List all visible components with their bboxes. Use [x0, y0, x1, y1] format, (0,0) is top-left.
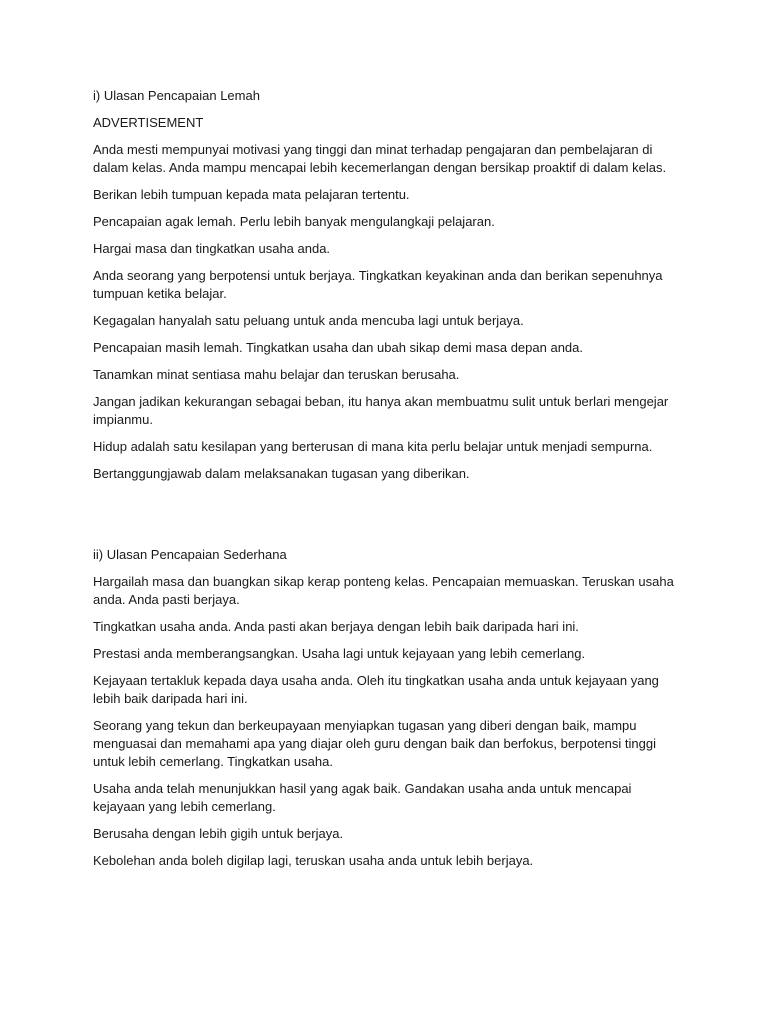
paragraph: Berusaha dengan lebih gigih untuk berjaya.: [93, 826, 344, 841]
paragraph: Jangan jadikan kekurangan sebagai beban, itu hanya akan membuatmu sulit untuk berlari mengejar impianmu.: [93, 394, 669, 427]
paragraph: Tingkatkan usaha anda. Anda pasti akan berjaya dengan lebih baik daripada hari ini.: [93, 619, 579, 634]
paragraph: Pencapaian agak lemah. Perlu lebih banyak mengulangkaji pelajaran.: [93, 214, 495, 229]
paragraph: Tanamkan minat sentiasa mahu belajar dan teruskan berusaha.: [93, 367, 460, 382]
section-heading-sederhana: ii) Ulasan Pencapaian Sederhana: [93, 547, 287, 562]
paragraph: Anda seorang yang berpotensi untuk berjaya. Tingkatkan keyakinan anda dan berikan sepenuhnya tumpuan ketika belajar.: [93, 268, 663, 301]
paragraph: Usaha anda telah menunjukkan hasil yang agak baik. Gandakan usaha anda untuk mencapai kejayaan yang lebih cemerlang.: [93, 781, 632, 814]
paragraph: Seorang yang tekun dan berkeupayaan menyiapkan tugasan yang diberi dengan baik, mampu menguasai dan memahami apa yang diajar oleh guru dengan baik dan berfokus, berpotensi tinggi untuk lebih cemerlang. Tingkatkan usaha.: [93, 718, 656, 769]
paragraph: Kejayaan tertakluk kepada daya usaha anda. Oleh itu tingkatkan usaha anda untuk kejayaan yang lebih baik daripada hari ini.: [93, 673, 659, 706]
paragraph: Anda mesti mempunyai motivasi yang tinggi dan minat terhadap pengajaran dan pembelajaran di dalam kelas. Anda mampu mencapai lebih kecemerlangan dengan bersikap proaktif di dalam kelas.: [93, 142, 667, 175]
paragraph: Bertanggungjawab dalam melaksanakan tugasan yang diberikan.: [93, 466, 470, 481]
section-spacer: [93, 492, 678, 546]
paragraph: Kegagalan hanyalah satu peluang untuk anda mencuba lagi untuk berjaya.: [93, 313, 524, 328]
advertisement-label: ADVERTISEMENT: [93, 115, 204, 130]
paragraph: Pencapaian masih lemah. Tingkatkan usaha dan ubah sikap demi masa depan anda.: [93, 340, 583, 355]
document-body: [93, 87, 678, 879]
paragraph: Berikan lebih tumpuan kepada mata pelajaran tertentu.: [93, 187, 410, 202]
paragraph: Prestasi anda memberangsangkan. Usaha lagi untuk kejayaan yang lebih cemerlang.: [93, 646, 586, 661]
paragraph: Kebolehan anda boleh digilap lagi, teruskan usaha anda untuk lebih berjaya.: [93, 853, 534, 868]
paragraph: Hargai masa dan tingkatkan usaha anda.: [93, 241, 331, 256]
paragraph: Hidup adalah satu kesilapan yang berterusan di mana kita perlu belajar untuk menjadi sempurna.: [93, 439, 653, 454]
section-heading-lemah: i) Ulasan Pencapaian Lemah: [93, 88, 260, 103]
paragraph: Hargailah masa dan buangkan sikap kerap ponteng kelas. Pencapaian memuaskan. Teruskan usaha anda. Anda pasti berjaya.: [93, 574, 674, 607]
